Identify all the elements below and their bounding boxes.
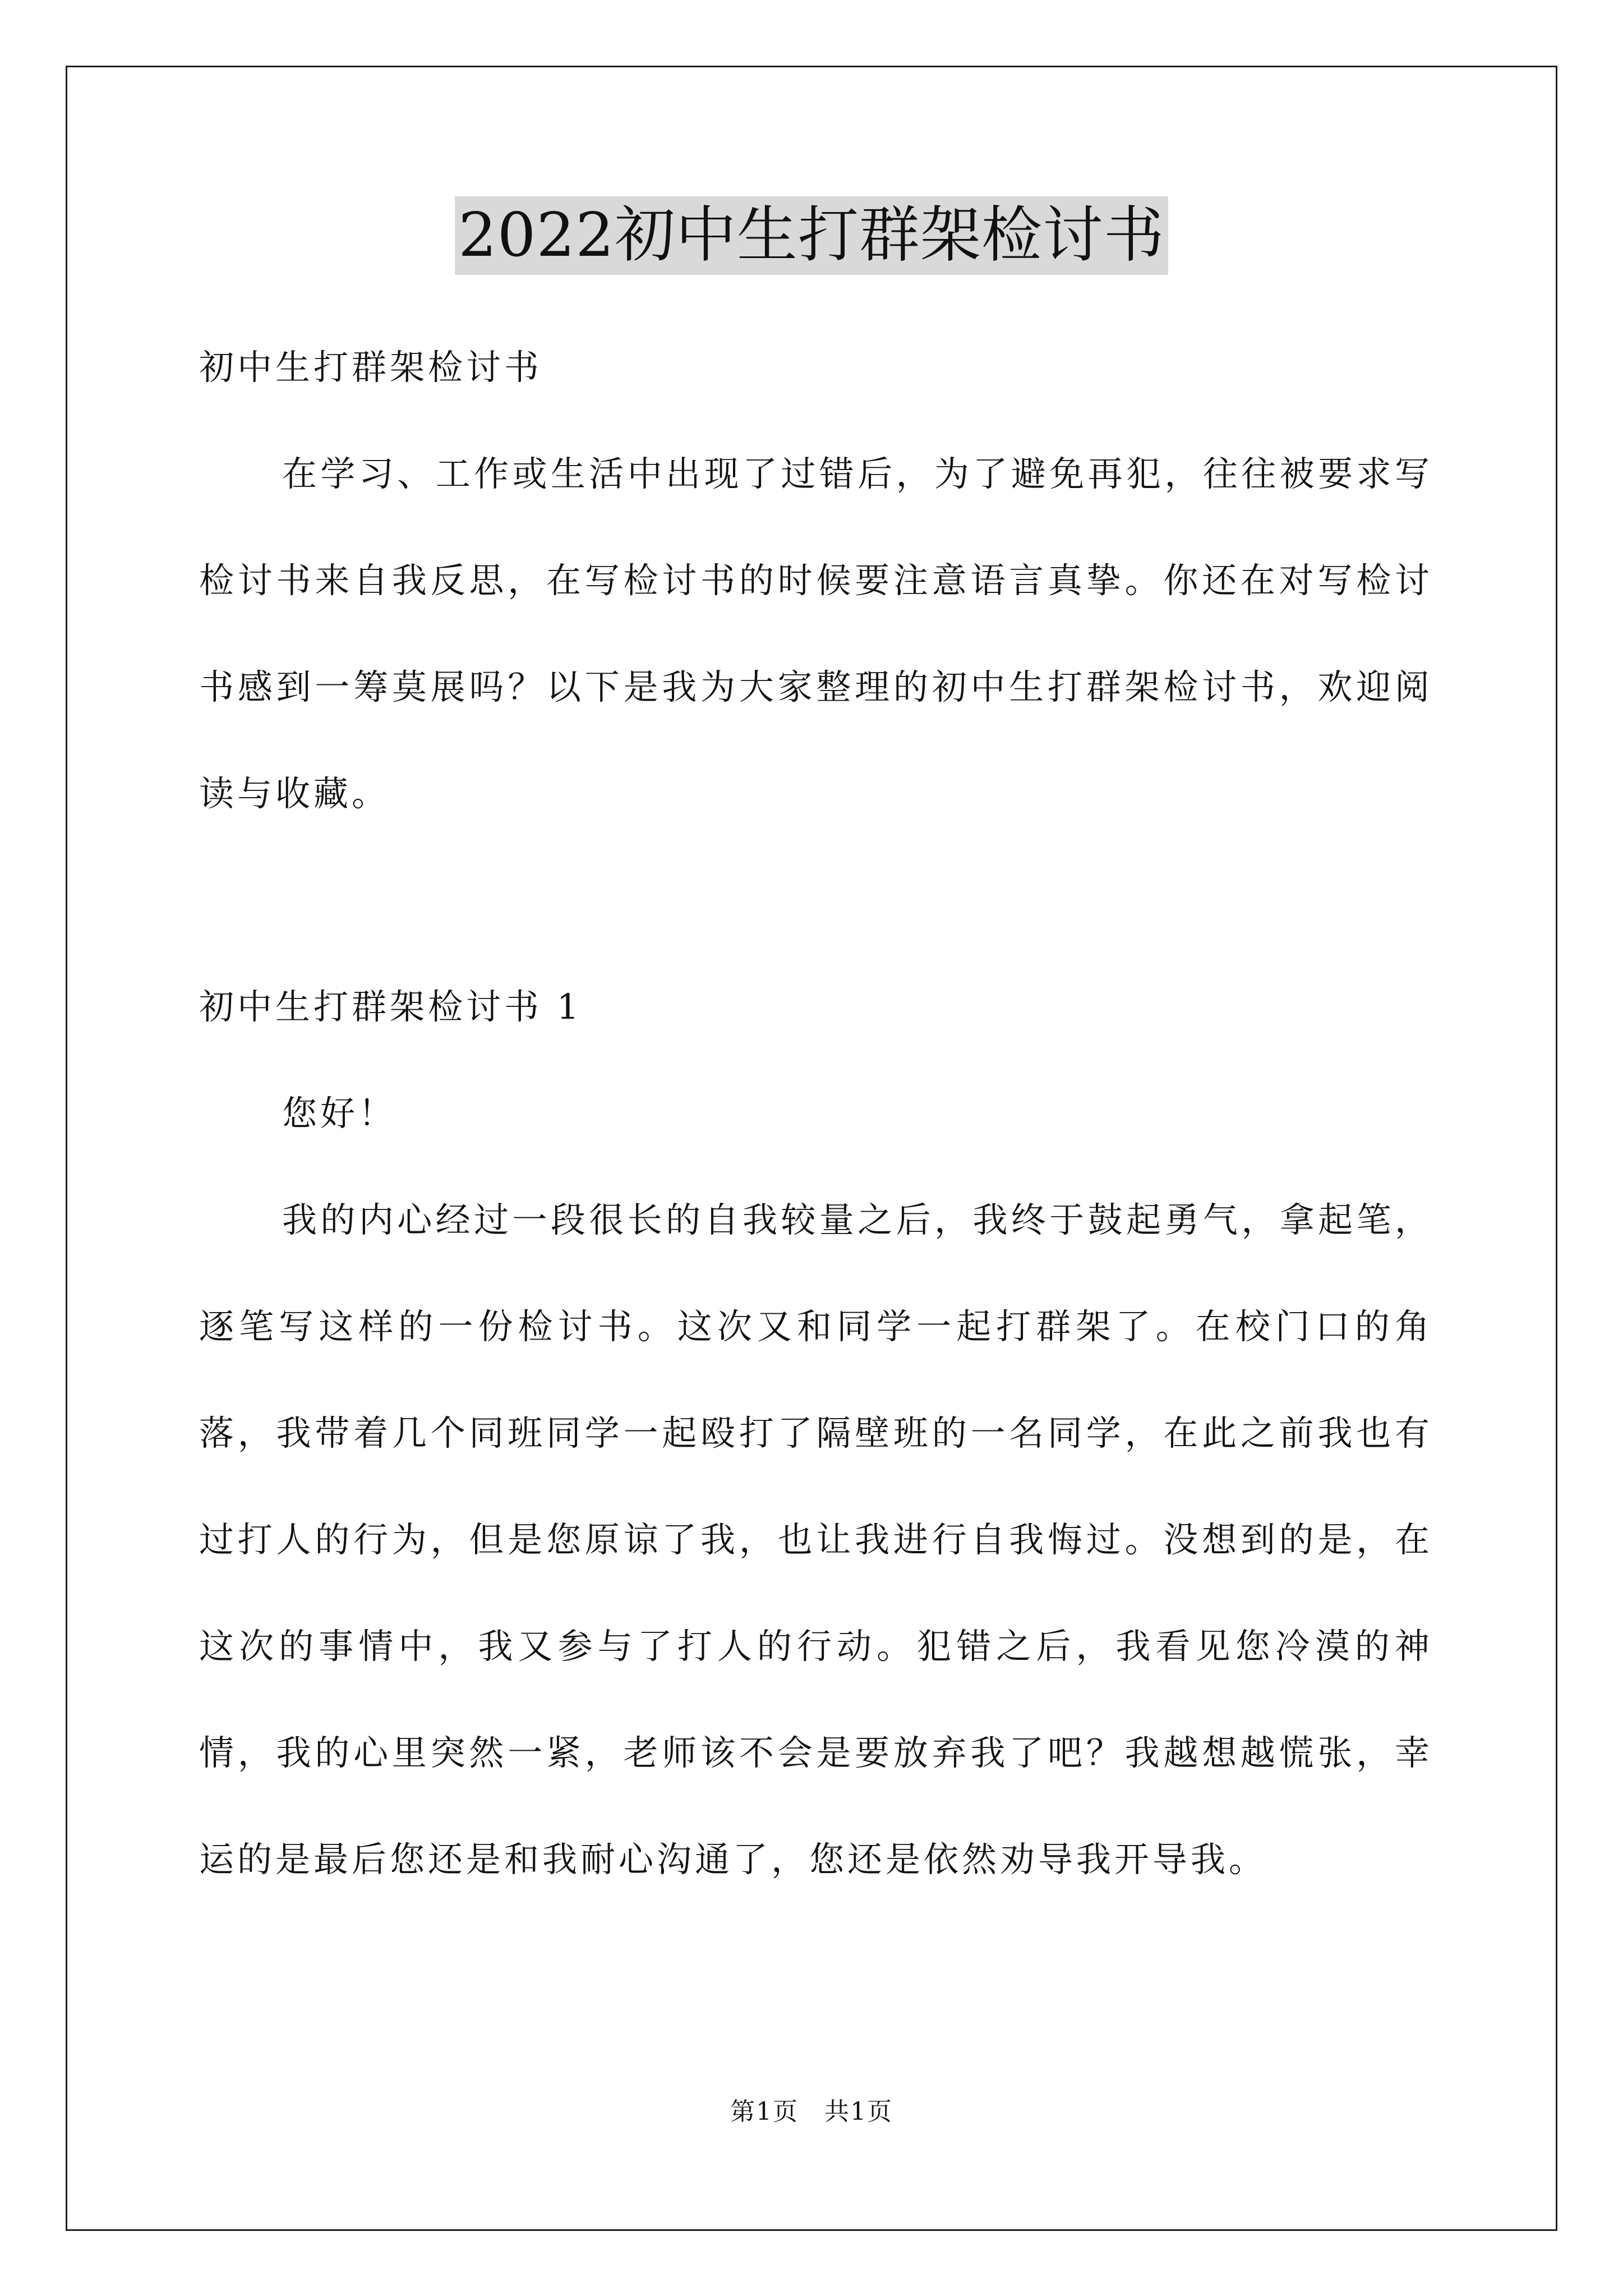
section-heading: 初中生打群架检讨书 1 — [199, 986, 583, 1027]
page-footer: 第1页 共1页 — [730, 2097, 893, 2126]
document-subtitle: 初中生打群架检讨书 — [199, 347, 543, 388]
title-container — [0, 196, 1623, 275]
body-paragraph: 我的内心经过一段很长的自我较量之后，我终于鼓起勇气，拿起笔，逐笔写这样的一份检讨书。这次又和同学一起打群架了。在校门口的角落，我带着几个同班同学一起殴打了隔壁班的一名同学，在此之前我也有过打人的行为，但是您原谅了我，也让我进行自我悔过。没想到的是，在这次的事情中，我又参与了打人的行动。犯错之后，我看见您冷漠的神情，我的心里突然一紧，老师该不会是要放弃我了吧？我越想越慌张，幸运的是最后您还是和我耐心沟通了，您还是依然劝导我开导我。 — [199, 1199, 1433, 1880]
document-title: 2022初中生打群架检讨书 — [455, 196, 1168, 275]
greeting: 您好！ — [282, 1093, 397, 1134]
document-body — [199, 314, 1433, 1913]
intro-paragraph: 在学习、工作或生活中出现了过错后，为了避免再犯，往往被要求写检讨书来自我反思，在写检讨书的时候要注意语言真挚。你还在对写检讨书感到一筹莫展吗？以下是我为大家整理的初中生打群架检讨书，欢迎阅读与收藏。 — [199, 453, 1433, 814]
